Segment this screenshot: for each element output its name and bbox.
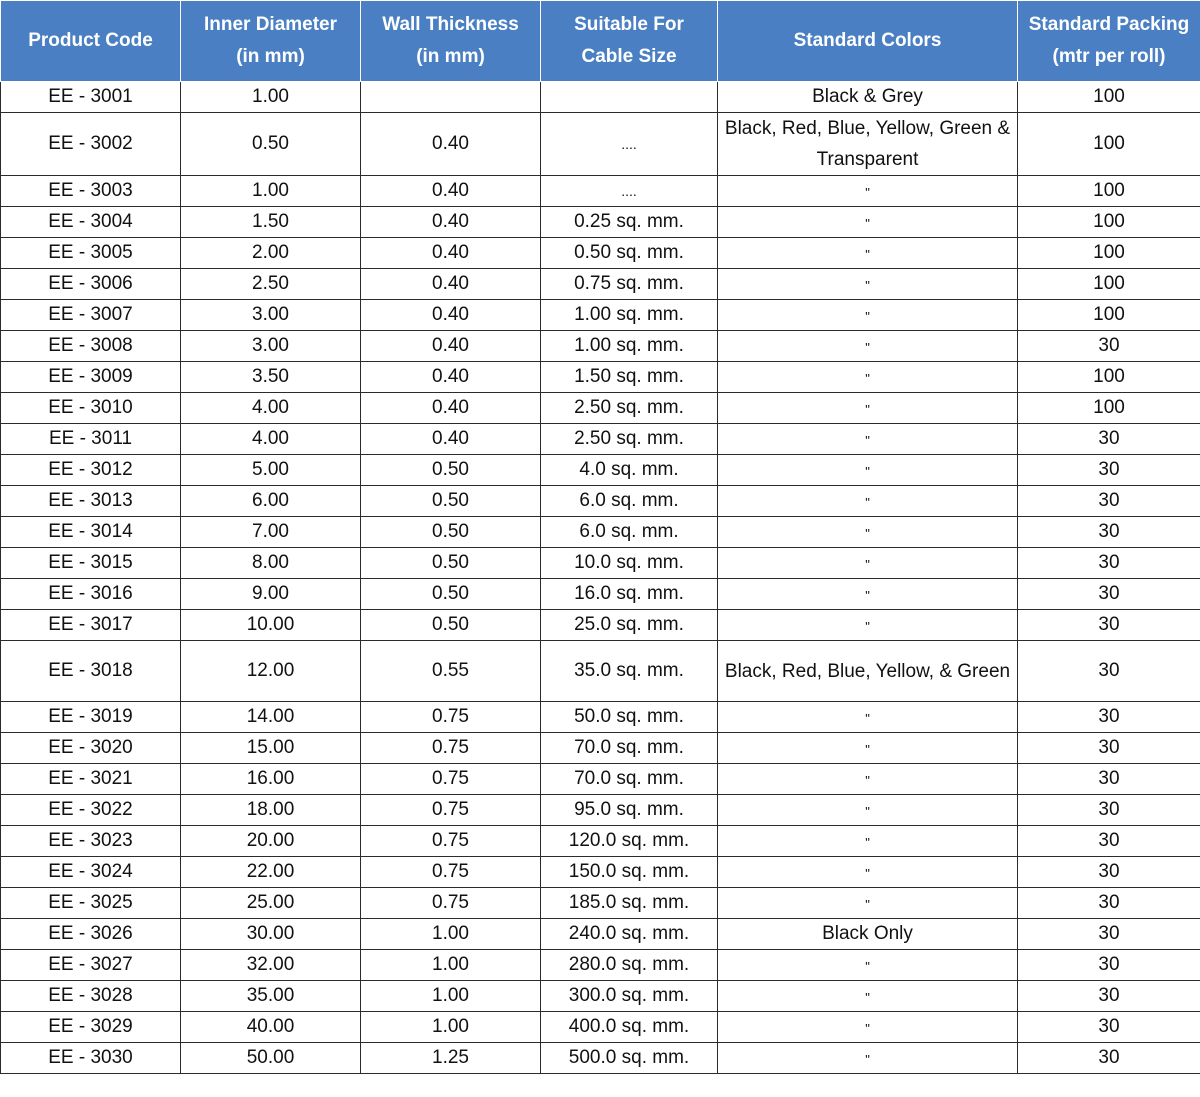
cell-standard-packing: 100 <box>1018 300 1200 331</box>
cell-cable-size: 120.0 sq. mm. <box>541 826 718 857</box>
table-row <box>1 207 1200 238</box>
header-row <box>1 1 1200 82</box>
cell-cable-size: 70.0 sq. mm. <box>541 733 718 764</box>
cell-cable-size: 240.0 sq. mm. <box>541 919 718 950</box>
table-row <box>1 1012 1200 1043</box>
cell-standard-packing: 30 <box>1018 919 1200 950</box>
cell-standard-packing: 30 <box>1018 331 1200 362</box>
header-standard-packing-line2: (mtr per roll) <box>1052 46 1166 67</box>
table-row <box>1 331 1200 362</box>
cell-wall-thickness: 0.50 <box>361 517 541 548</box>
cell-inner-diameter: 4.00 <box>181 424 361 455</box>
cell-standard-colors: " <box>718 207 1018 238</box>
cell-wall-thickness: 0.40 <box>361 331 541 362</box>
cell-standard-packing: 30 <box>1018 764 1200 795</box>
cell-product-code: EE - 3017 <box>1 610 181 641</box>
header-standard-colors <box>718 1 1018 82</box>
cell-inner-diameter: 12.00 <box>181 641 361 702</box>
cell-standard-packing: 100 <box>1018 113 1200 176</box>
cell-standard-colors: " <box>718 424 1018 455</box>
cell-standard-colors: " <box>718 1012 1018 1043</box>
cell-wall-thickness: 0.40 <box>361 269 541 300</box>
cell-standard-colors: " <box>718 610 1018 641</box>
cell-standard-colors: " <box>718 517 1018 548</box>
cell-standard-packing: 30 <box>1018 733 1200 764</box>
cell-cable-size: 300.0 sq. mm. <box>541 981 718 1012</box>
cell-wall-thickness: 0.75 <box>361 826 541 857</box>
cell-product-code: EE - 3011 <box>1 424 181 455</box>
cell-cable-size: 1.00 sq. mm. <box>541 300 718 331</box>
table-row <box>1 610 1200 641</box>
cell-cable-size: 185.0 sq. mm. <box>541 888 718 919</box>
cell-cable-size: 0.75 sq. mm. <box>541 269 718 300</box>
cell-wall-thickness: 1.00 <box>361 981 541 1012</box>
cell-inner-diameter: 2.50 <box>181 269 361 300</box>
cell-product-code: EE - 3009 <box>1 362 181 393</box>
cell-cable-size: 0.25 sq. mm. <box>541 207 718 238</box>
cell-standard-colors: " <box>718 269 1018 300</box>
cell-inner-diameter: 5.00 <box>181 455 361 486</box>
cell-wall-thickness: 0.40 <box>361 238 541 269</box>
cell-standard-colors: Black, Red, Blue, Yellow, & Green <box>718 641 1018 702</box>
cell-cable-size: 2.50 sq. mm. <box>541 393 718 424</box>
cell-cable-size: 6.0 sq. mm. <box>541 486 718 517</box>
cell-inner-diameter: 16.00 <box>181 764 361 795</box>
cell-wall-thickness: 0.40 <box>361 300 541 331</box>
cell-cable-size: 25.0 sq. mm. <box>541 610 718 641</box>
cell-cable-size <box>541 82 718 113</box>
cell-cable-size: 1.50 sq. mm. <box>541 362 718 393</box>
cell-standard-packing: 30 <box>1018 795 1200 826</box>
cell-wall-thickness: 0.50 <box>361 486 541 517</box>
cell-standard-colors: " <box>718 981 1018 1012</box>
table-row <box>1 857 1200 888</box>
header-cable-size <box>541 1 718 82</box>
cell-product-code: EE - 3014 <box>1 517 181 548</box>
cell-product-code: EE - 3021 <box>1 764 181 795</box>
cell-standard-colors: " <box>718 393 1018 424</box>
cell-standard-colors: " <box>718 950 1018 981</box>
cell-inner-diameter: 3.00 <box>181 300 361 331</box>
cell-inner-diameter: 14.00 <box>181 702 361 733</box>
cell-product-code: EE - 3012 <box>1 455 181 486</box>
cell-standard-colors: Black, Red, Blue, Yellow, Green & Transparent <box>718 113 1018 176</box>
cell-standard-packing: 30 <box>1018 888 1200 919</box>
cell-inner-diameter: 35.00 <box>181 981 361 1012</box>
cell-cable-size: 35.0 sq. mm. <box>541 641 718 702</box>
table-row <box>1 548 1200 579</box>
cell-wall-thickness: 0.40 <box>361 393 541 424</box>
cell-product-code: EE - 3015 <box>1 548 181 579</box>
cell-standard-packing: 100 <box>1018 393 1200 424</box>
cell-standard-colors: " <box>718 331 1018 362</box>
cell-inner-diameter: 30.00 <box>181 919 361 950</box>
cell-standard-packing: 100 <box>1018 238 1200 269</box>
cell-product-code: EE - 3003 <box>1 176 181 207</box>
table-body <box>1 82 1200 1074</box>
cell-product-code: EE - 3004 <box>1 207 181 238</box>
cell-wall-thickness: 0.40 <box>361 362 541 393</box>
cell-wall-thickness: 0.75 <box>361 764 541 795</box>
header-standard-colors-line1: Standard Colors <box>793 30 942 51</box>
table-row <box>1 393 1200 424</box>
cell-inner-diameter: 10.00 <box>181 610 361 641</box>
cell-standard-packing: 100 <box>1018 176 1200 207</box>
cell-product-code: EE - 3025 <box>1 888 181 919</box>
cell-standard-colors: " <box>718 764 1018 795</box>
cell-standard-colors: " <box>718 795 1018 826</box>
header-inner-diameter-line1: Inner Diameter <box>203 14 338 35</box>
cell-wall-thickness: 0.40 <box>361 176 541 207</box>
cell-standard-packing: 30 <box>1018 857 1200 888</box>
cell-standard-packing: 30 <box>1018 641 1200 702</box>
cell-cable-size: 95.0 sq. mm. <box>541 795 718 826</box>
cell-standard-colors: " <box>718 1043 1018 1074</box>
table-row <box>1 517 1200 548</box>
table-row <box>1 238 1200 269</box>
header-inner-diameter <box>181 1 361 82</box>
cell-standard-colors: Black & Grey <box>718 82 1018 113</box>
cell-standard-colors: " <box>718 548 1018 579</box>
cell-wall-thickness: 1.00 <box>361 919 541 950</box>
cell-standard-packing: 100 <box>1018 362 1200 393</box>
cell-standard-packing: 30 <box>1018 548 1200 579</box>
header-product-code <box>1 1 181 82</box>
cell-cable-size: 1.00 sq. mm. <box>541 331 718 362</box>
cell-inner-diameter: 8.00 <box>181 548 361 579</box>
cell-cable-size: 150.0 sq. mm. <box>541 857 718 888</box>
cell-wall-thickness: 0.75 <box>361 702 541 733</box>
cell-standard-packing: 30 <box>1018 455 1200 486</box>
cell-standard-colors: " <box>718 362 1018 393</box>
cell-standard-packing: 100 <box>1018 82 1200 113</box>
cell-product-code: EE - 3022 <box>1 795 181 826</box>
table-row <box>1 702 1200 733</box>
cell-standard-packing: 30 <box>1018 610 1200 641</box>
cell-inner-diameter: 25.00 <box>181 888 361 919</box>
table-row <box>1 888 1200 919</box>
cell-cable-size: .... <box>541 176 718 207</box>
cell-inner-diameter: 7.00 <box>181 517 361 548</box>
cell-wall-thickness: 0.50 <box>361 455 541 486</box>
cell-standard-packing: 30 <box>1018 702 1200 733</box>
cell-wall-thickness: 0.40 <box>361 113 541 176</box>
cell-product-code: EE - 3005 <box>1 238 181 269</box>
cell-wall-thickness: 0.75 <box>361 888 541 919</box>
table-row <box>1 641 1200 702</box>
cell-standard-colors: Black Only <box>718 919 1018 950</box>
cell-standard-colors: " <box>718 826 1018 857</box>
header-wall-thickness-line1: Wall Thickness <box>382 14 519 35</box>
cell-cable-size: .... <box>541 113 718 176</box>
cell-standard-packing: 30 <box>1018 424 1200 455</box>
cell-standard-colors: " <box>718 300 1018 331</box>
cell-inner-diameter: 15.00 <box>181 733 361 764</box>
cell-standard-colors: " <box>718 579 1018 610</box>
table-row <box>1 300 1200 331</box>
cell-wall-thickness: 0.40 <box>361 424 541 455</box>
cell-inner-diameter: 0.50 <box>181 113 361 176</box>
table-header <box>1 1 1200 82</box>
cell-standard-colors: " <box>718 486 1018 517</box>
cell-product-code: EE - 3020 <box>1 733 181 764</box>
table-row <box>1 362 1200 393</box>
cell-wall-thickness: 0.55 <box>361 641 541 702</box>
cell-product-code: EE - 3019 <box>1 702 181 733</box>
cell-cable-size: 16.0 sq. mm. <box>541 579 718 610</box>
header-cable-size-line1: Suitable For <box>574 14 684 35</box>
cell-inner-diameter: 40.00 <box>181 1012 361 1043</box>
cell-cable-size: 280.0 sq. mm. <box>541 950 718 981</box>
header-product-code-line1: Product Code <box>28 30 153 51</box>
header-standard-packing <box>1018 1 1200 82</box>
cell-inner-diameter: 1.00 <box>181 176 361 207</box>
cell-standard-packing: 30 <box>1018 1012 1200 1043</box>
cell-standard-colors: " <box>718 238 1018 269</box>
header-inner-diameter-line2: (in mm) <box>236 46 305 67</box>
cell-inner-diameter: 4.00 <box>181 393 361 424</box>
table-row <box>1 795 1200 826</box>
table-row <box>1 733 1200 764</box>
table-row <box>1 764 1200 795</box>
cell-inner-diameter: 18.00 <box>181 795 361 826</box>
cell-standard-colors: " <box>718 176 1018 207</box>
cell-product-code: EE - 3001 <box>1 82 181 113</box>
cell-wall-thickness: 0.75 <box>361 733 541 764</box>
header-cable-size-line2: Cable Size <box>581 46 677 67</box>
cell-standard-packing: 100 <box>1018 269 1200 300</box>
cell-standard-packing: 30 <box>1018 486 1200 517</box>
cell-inner-diameter: 3.00 <box>181 331 361 362</box>
cell-standard-colors: " <box>718 857 1018 888</box>
cell-standard-packing: 30 <box>1018 826 1200 857</box>
table-row <box>1 1043 1200 1074</box>
cell-cable-size: 4.0 sq. mm. <box>541 455 718 486</box>
cell-product-code: EE - 3026 <box>1 919 181 950</box>
header-wall-thickness-line2: (in mm) <box>416 46 485 67</box>
cell-product-code: EE - 3010 <box>1 393 181 424</box>
cell-wall-thickness: 0.40 <box>361 207 541 238</box>
cell-product-code: EE - 3028 <box>1 981 181 1012</box>
cell-product-code: EE - 3013 <box>1 486 181 517</box>
cell-inner-diameter: 2.00 <box>181 238 361 269</box>
cell-cable-size: 50.0 sq. mm. <box>541 702 718 733</box>
table-row <box>1 981 1200 1012</box>
cell-standard-colors: " <box>718 733 1018 764</box>
header-standard-packing-line1: Standard Packing <box>1028 14 1190 35</box>
cell-product-code: EE - 3016 <box>1 579 181 610</box>
cell-inner-diameter: 1.50 <box>181 207 361 238</box>
cell-inner-diameter: 20.00 <box>181 826 361 857</box>
cell-standard-packing: 30 <box>1018 950 1200 981</box>
table-row <box>1 113 1200 176</box>
cell-product-code: EE - 3027 <box>1 950 181 981</box>
cell-inner-diameter: 1.00 <box>181 82 361 113</box>
table-row <box>1 269 1200 300</box>
cell-cable-size: 0.50 sq. mm. <box>541 238 718 269</box>
cell-wall-thickness: 1.00 <box>361 1012 541 1043</box>
cell-cable-size: 6.0 sq. mm. <box>541 517 718 548</box>
table-row <box>1 579 1200 610</box>
cell-product-code: EE - 3029 <box>1 1012 181 1043</box>
cell-standard-colors: " <box>718 888 1018 919</box>
table-row <box>1 919 1200 950</box>
cell-inner-diameter: 22.00 <box>181 857 361 888</box>
table-row <box>1 826 1200 857</box>
cell-standard-packing: 30 <box>1018 517 1200 548</box>
cell-inner-diameter: 3.50 <box>181 362 361 393</box>
cell-product-code: EE - 3007 <box>1 300 181 331</box>
cell-standard-packing: 100 <box>1018 207 1200 238</box>
cell-cable-size: 10.0 sq. mm. <box>541 548 718 579</box>
cell-wall-thickness: 0.75 <box>361 795 541 826</box>
cell-cable-size: 2.50 sq. mm. <box>541 424 718 455</box>
cell-standard-packing: 30 <box>1018 579 1200 610</box>
cell-wall-thickness <box>361 82 541 113</box>
cell-wall-thickness: 0.75 <box>361 857 541 888</box>
cell-inner-diameter: 50.00 <box>181 1043 361 1074</box>
cell-product-code: EE - 3023 <box>1 826 181 857</box>
cell-inner-diameter: 6.00 <box>181 486 361 517</box>
cell-cable-size: 500.0 sq. mm. <box>541 1043 718 1074</box>
cell-product-code: EE - 3002 <box>1 113 181 176</box>
table-row <box>1 486 1200 517</box>
cell-wall-thickness: 0.50 <box>361 548 541 579</box>
table-row <box>1 82 1200 113</box>
header-wall-thickness <box>361 1 541 82</box>
table-row <box>1 455 1200 486</box>
cell-inner-diameter: 9.00 <box>181 579 361 610</box>
cell-cable-size: 400.0 sq. mm. <box>541 1012 718 1043</box>
cell-standard-colors: " <box>718 702 1018 733</box>
table-row <box>1 424 1200 455</box>
cell-standard-packing: 30 <box>1018 981 1200 1012</box>
cell-product-code: EE - 3030 <box>1 1043 181 1074</box>
cell-inner-diameter: 32.00 <box>181 950 361 981</box>
cell-wall-thickness: 1.00 <box>361 950 541 981</box>
cell-wall-thickness: 0.50 <box>361 579 541 610</box>
cell-standard-packing: 30 <box>1018 1043 1200 1074</box>
cell-wall-thickness: 0.50 <box>361 610 541 641</box>
cell-product-code: EE - 3024 <box>1 857 181 888</box>
cell-product-code: EE - 3018 <box>1 641 181 702</box>
cell-wall-thickness: 1.25 <box>361 1043 541 1074</box>
cell-product-code: EE - 3006 <box>1 269 181 300</box>
table-row <box>1 176 1200 207</box>
cell-product-code: EE - 3008 <box>1 331 181 362</box>
cell-cable-size: 70.0 sq. mm. <box>541 764 718 795</box>
cell-standard-colors: " <box>718 455 1018 486</box>
table-row <box>1 950 1200 981</box>
